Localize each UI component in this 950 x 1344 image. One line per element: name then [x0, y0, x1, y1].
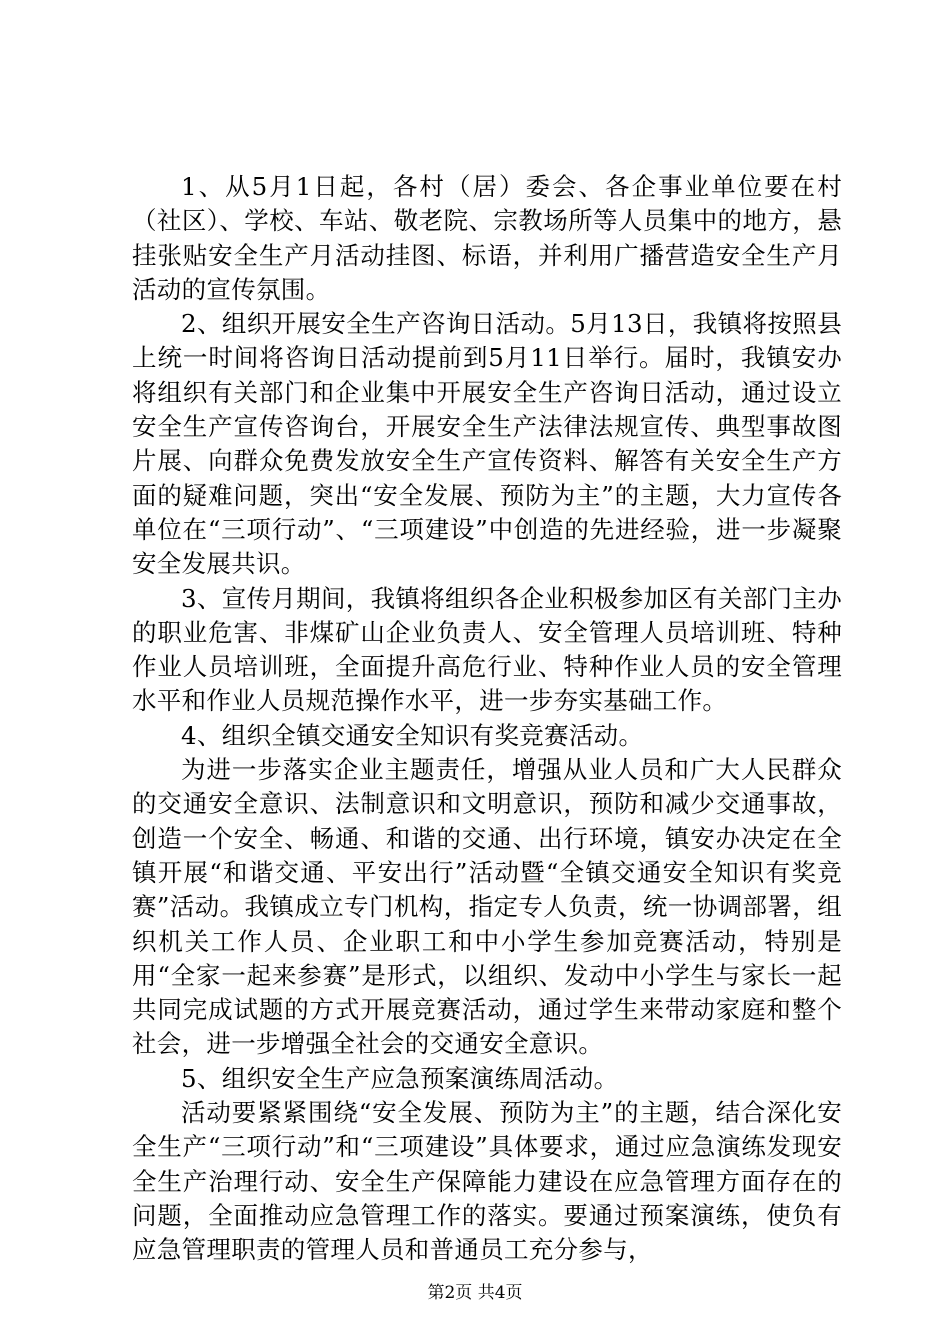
paragraph-3: 3、宣传月期间，我镇将组织各企业积极参加区有关部门主办的职业危害、非煤矿山企业负责人、安全管理人员培训班、特种作业人员培训班，全面提升高危行业、特种作业人员的安全管理水平和作业人员规范操作水平，进一步夯实基础工作。 — [132, 583, 842, 716]
page-footer: 第2页 共4页 — [427, 1283, 523, 1303]
paragraph-4: 4、组织全镇交通安全知识有奖竞赛活动。 — [181, 720, 644, 750]
paragraph-6: 5、组织安全生产应急预案演练周活动。 — [181, 1063, 619, 1093]
paragraph-1: 1、从5月1日起，各村（居）委会、各企事业单位要在村（社区）、学校、车站、敬老院、宗教场所等人员集中的地方，悬挂张贴安全生产月活动挂图、标语，并利用广播营造安全生产月活动的宣传氛围。 — [132, 172, 842, 304]
document-body — [132, 170, 842, 1268]
paragraph-7: 活动要紧紧围绕“安全发展、预防为主”的主题，结合深化安全生产“三项行动”和“三项建设”具体要求，通过应急演练发现安全生产治理行动、安全生产保障能力建设在应急管理方面存在的问题，全面推动应急管理工作的落实。要通过预案演练，使负有应急管理职责的管理人员和普通员工充分参与， — [132, 1098, 842, 1265]
paragraph-2: 2、组织开展安全生产咨询日活动。5月13日，我镇将按照县上统一时间将咨询日活动提前到5月11日举行。届时，我镇安办将组织有关部门和企业集中开展安全生产咨询日活动，通过设立安全生产宣传咨询台，开展安全生产法律法规宣传、典型事故图片展、向群众免费发放安全生产宣传资料、解答有关安全生产方面的疑难问题，突出“安全发展、预防为主”的主题，大力宣传各单位在“三项行动”、“三项建设”中创造的先进经验，进一步凝聚安全发展共识。 — [132, 309, 842, 579]
paragraph-5: 为进一步落实企业主题责任，增强从业人员和广大人民群众的交通安全意识、法制意识和文明意识，预防和减少交通事故，创造一个安全、畅通、和谐的交通、出行环境，镇安办决定在全镇开展“和谐交通、平安出行”活动暨“全镇交通安全知识有奖竞赛”活动。我镇成立专门机构，指定专人负责，统一协调部署，组织机关工作人员、企业职工和中小学生参加竞赛活动，特别是用“全家一起来参赛”是形式，以组织、发动中小学生与家长一起共同完成试题的方式开展竞赛活动，通过学生来带动家庭和整个社会，进一步增强全社会的交通安全意识。 — [132, 755, 842, 1059]
